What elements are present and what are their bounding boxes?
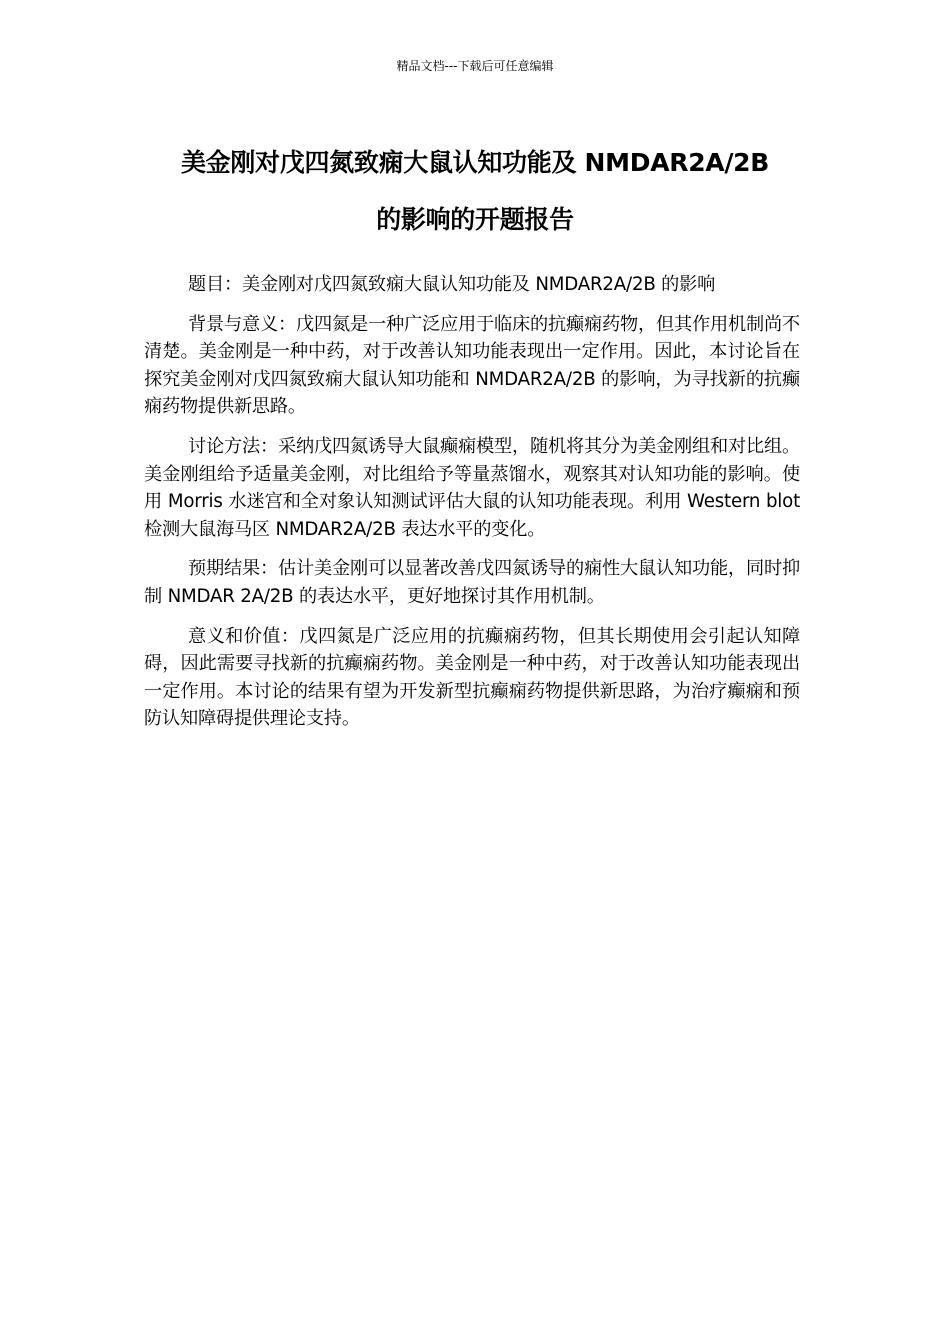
document-body <box>144 271 800 745</box>
paragraph-methods: 讨论方法：采纳戊四氮诱导大鼠癫痫模型，随机将其分为美金刚组和对比组。美金刚组给予适量美金刚，对比组给予等量蒸馏水，观察其对认知功能的影响。使用 Morris 水迷宫和全对象认知测试评估大鼠的认知功能表现。利用 Western blot 检测大鼠海马区 NMDAR2A/2B 表达水平的变化。 <box>144 435 800 540</box>
title-line-1: 美金刚对戊四氮致痫大鼠认知功能及 NMDAR2A/2B <box>180 148 770 177</box>
paragraph-topic: 题目：美金刚对戊四氮致痫大鼠认知功能及 NMDAR2A/2B 的影响 <box>188 274 716 295</box>
paragraph-significance: 意义和价值：戊四氮是广泛应用的抗癫痫药物，但其长期使用会引起认知障碍，因此需要寻找新的抗癫痫药物。美金刚是一种中药，对于改善认知功能表现出一定作用。本讨论的结果有望为开发新型抗癫痫药物提供新思路，为治疗癫痫和预防认知障碍提供理论支持。 <box>144 625 800 730</box>
paragraph-expected-results: 预期结果：估计美金刚可以显著改善戊四氮诱导的痫性大鼠认知功能，同时抑制 NMDAR 2A/2B 的表达水平，更好地探讨其作用机制。 <box>144 558 800 607</box>
page-header: 精品文档---下载后可任意编辑 <box>396 59 554 73</box>
title-line-2: 的影响的开题报告 <box>376 205 574 234</box>
document-title <box>120 134 830 248</box>
paragraph-background: 背景与意义：戊四氮是一种广泛应用于临床的抗癫痫药物，但其作用机制尚不清楚。美金刚是一种中药，对于改善认知功能表现出一定作用。因此，本讨论旨在探究美金刚对戊四氮致痫大鼠认知功能和 NMDAR2A/2B 的影响，为寻找新的抗癫痫药物提供新思路。 <box>144 313 800 418</box>
